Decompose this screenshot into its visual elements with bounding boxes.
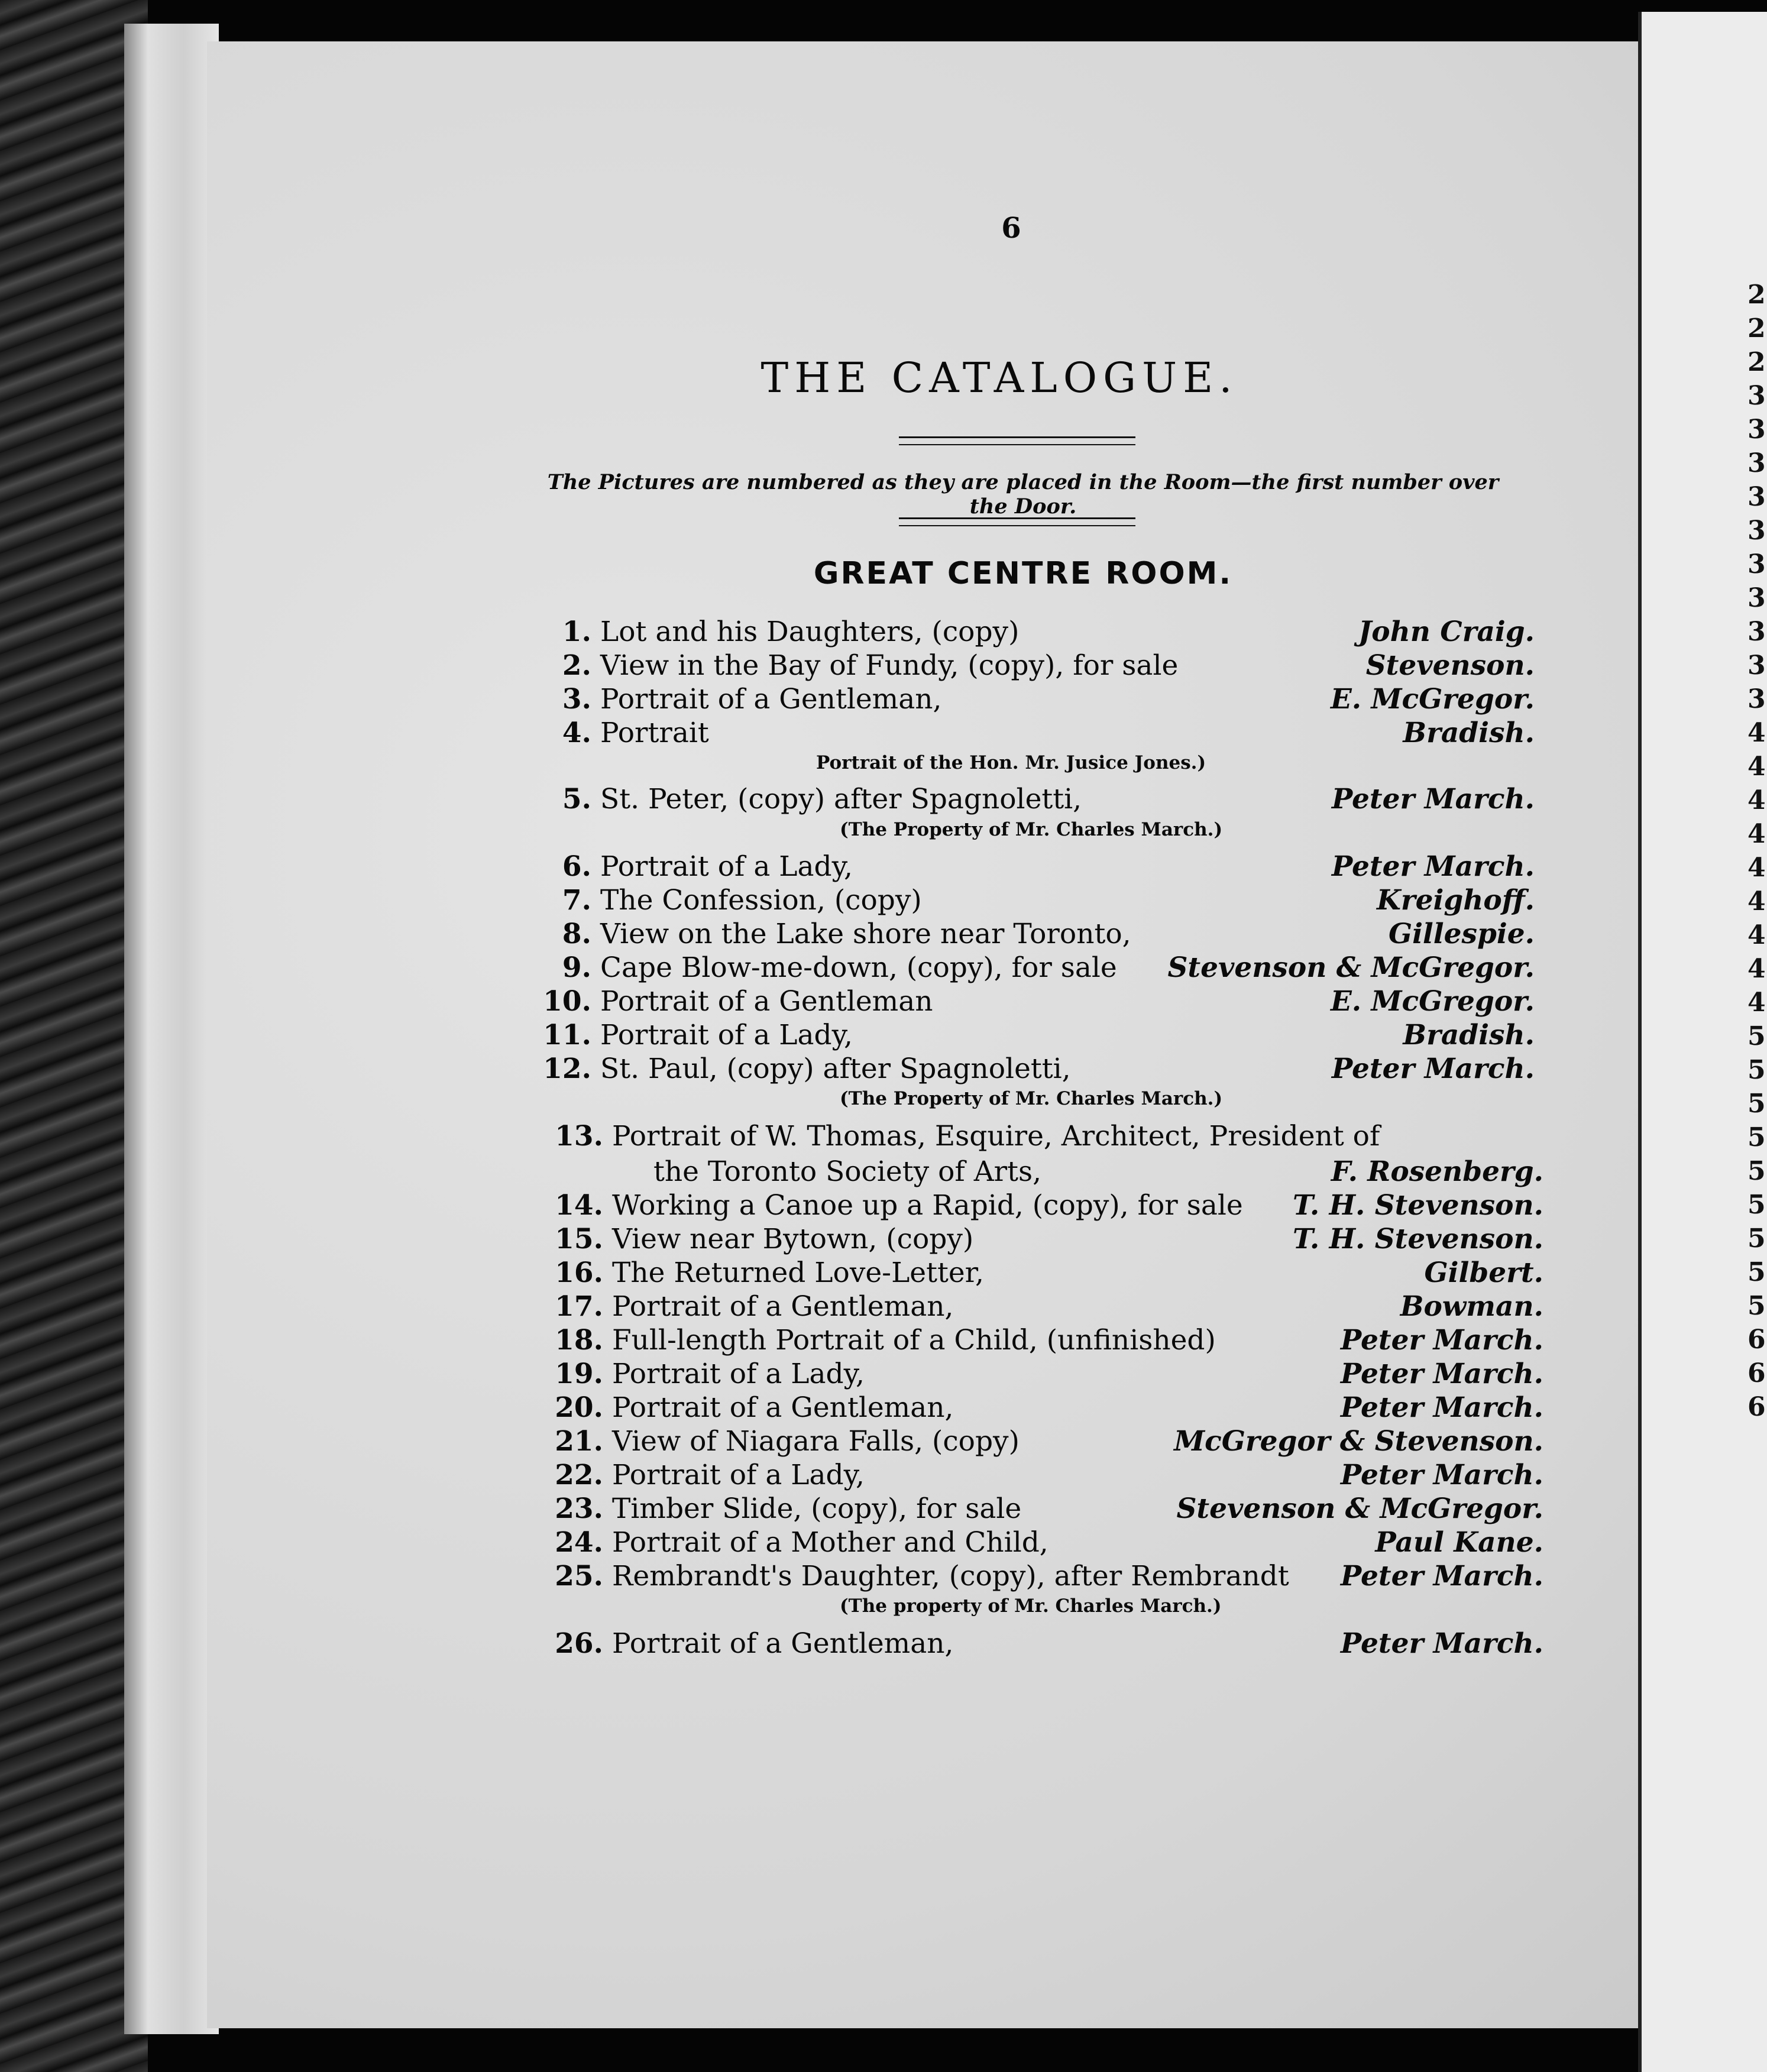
entry-artist: Bradish. [1403,717,1535,749]
entry-title: View in the Bay of Fundy, (copy), for sale [600,649,1179,682]
entry-artist: Peter March. [1340,1324,1543,1356]
entry-number: 12. [543,1053,591,1085]
catalogue-entry [544,1189,1543,1223]
entry-title: Portrait of a Lady, [600,850,853,883]
facing-page-digit: 4 [1747,819,1766,849]
facing-page-digit: 3 [1747,482,1766,512]
entry-title: The Returned Love-Letter, [612,1257,984,1289]
facing-page-digit: 3 [1747,583,1766,613]
catalogue-entry [544,1492,1543,1526]
facing-page-digit: 2 [1747,347,1766,377]
entry-number: 21. [555,1425,603,1458]
entry-number: 4. [562,717,591,749]
entry-number: 16. [555,1257,603,1289]
facing-page-digit: 6 [1747,1358,1766,1388]
facing-page-digit: 4 [1747,886,1766,917]
facing-page-digit: 3 [1747,684,1766,714]
facing-page-digit: 4 [1747,853,1766,883]
entry-title: Working a Canoe up a Rapid, (copy), for sale [612,1189,1243,1222]
placement-note: The Pictures are numbered as they are placed in the Room—the first number over the Door. [547,470,1499,519]
entry-artist: Peter March. [1331,1053,1535,1085]
facing-page-digit: 6 [1747,1325,1766,1355]
facing-page-digit: 4 [1747,785,1766,815]
facing-page-digit: 3 [1747,448,1766,478]
facing-page-digit: 2 [1747,280,1766,310]
entry-number: 6. [562,850,591,883]
facing-page-digit: 6 [1747,1392,1766,1422]
entry-artist: Peter March. [1331,783,1535,815]
entry-number: 23. [555,1493,603,1525]
entry-title: Portrait of a Lady, [600,1019,853,1051]
catalogue-entry [532,985,1535,1019]
entry-artist: Stevenson & McGregor. [1176,1493,1543,1525]
catalogue-entry [532,917,1535,951]
facing-page-digit: 5 [1747,1223,1766,1254]
section-heading: GREAT CENTRE ROOM. [813,556,1233,591]
facing-page-digit: 3 [1747,415,1766,445]
entry-title: Full-length Portrait of a Child, (unfinished) [612,1324,1216,1356]
entry-title: Portrait of W. Thomas, Esquire, Architect, President of [612,1120,1380,1152]
entry-number: 22. [555,1459,603,1491]
facing-page-digit: 5 [1747,1122,1766,1152]
entry-title: Portrait of a Lady, [612,1358,865,1390]
facing-page-digit: 3 [1747,516,1766,546]
entry-title: Portrait [600,717,709,749]
entry-artist: Gilbert. [1424,1257,1543,1289]
entry-title: Portrait of a Gentleman, [612,1627,954,1660]
entry-title: Cape Blow-me-down, (copy), for sale [600,951,1117,984]
entry-number: 1. [562,616,591,648]
entry-title: St. Paul, (copy) after Spagnoletti, [600,1053,1071,1085]
catalogue-entry [544,1424,1543,1459]
facing-page-digit: 3 [1747,549,1766,579]
entry-number: 3. [562,683,591,716]
entry-title: View on the Lake shore near Toronto, [600,918,1131,950]
entry-artist: Stevenson. [1365,649,1535,682]
facing-page-digit: 3 [1747,617,1766,647]
entry-title: Lot and his Daughters, (copy) [600,616,1020,648]
entry-artist: Peter March. [1340,1459,1543,1491]
facing-page-digit: 5 [1747,1291,1766,1321]
facing-page-digit: 4 [1747,954,1766,984]
entry-number: 5. [562,783,591,815]
entry-number: 26. [555,1627,603,1660]
catalogue-entry [544,1391,1543,1425]
ornamental-rule-bottom [899,517,1135,526]
entry-number: 14. [555,1189,603,1222]
facing-page-digit: 5 [1747,1055,1766,1085]
catalogue-entry [544,1290,1543,1324]
entry-artist: T. H. Stevenson. [1292,1223,1543,1255]
entry-title: Portrait of a Gentleman, [612,1290,954,1323]
catalogue-entry [532,615,1535,649]
entry-artist: E. McGregor. [1330,985,1535,1018]
entry-artist: E. McGregor. [1330,683,1535,716]
entry-number: 10. [543,985,591,1018]
catalogue-entry [544,1357,1543,1391]
catalogue-entry [544,1119,1543,1154]
entry-title: View near Bytown, (copy) [612,1223,974,1255]
entry-title: The Confession, (copy) [600,884,922,917]
facing-page-digit: 3 [1747,650,1766,681]
entry-artist: Peter March. [1340,1391,1543,1424]
entry-number: 13. [555,1120,603,1152]
page-title: THE CATALOGUE. [760,354,1238,402]
entry-artist: Gillespie. [1388,918,1535,950]
facing-page-digit: 2 [1747,313,1766,344]
facing-page-digit: 5 [1747,1089,1766,1119]
facing-page-digit: 5 [1747,1257,1766,1287]
entry-artist: Bradish. [1403,1019,1535,1051]
catalogue-entry [532,883,1535,918]
entry-ownership-note: Portrait of the Hon. Mr. Jusice Jones.) [816,752,1206,773]
facing-page-digit: 4 [1747,920,1766,950]
entry-number: 2. [562,649,591,682]
facing-page-digit: 4 [1747,988,1766,1018]
entry-artist: F. Rosenberg. [1331,1155,1543,1188]
catalogue-entry [544,1458,1543,1493]
catalogue-entry [544,1323,1543,1358]
entry-artist: McGregor & Stevenson. [1174,1425,1543,1458]
entry-number: 19. [555,1358,603,1390]
entry-title: View of Niagara Falls, (copy) [612,1425,1020,1458]
entry-number: 15. [555,1223,603,1255]
entry-title: Portrait of a Lady, [612,1459,865,1491]
entry-title-line2: the Toronto Society of Arts, [653,1155,1042,1188]
facing-page-digit: 5 [1747,1190,1766,1220]
entry-number: 11. [543,1019,591,1051]
entry-number: 24. [555,1526,603,1559]
entry-title: Timber Slide, (copy), for sale [612,1493,1022,1525]
catalogue-entry [532,682,1535,717]
entry-artist: Peter March. [1331,850,1535,883]
entry-title: Portrait of a Gentleman, [612,1391,954,1424]
catalogue-entry [544,1222,1543,1257]
facing-page-digit: 4 [1747,718,1766,748]
entry-artist: Peter March. [1340,1358,1543,1390]
catalogue-entry [532,716,1535,750]
facing-page-digit: 3 [1747,381,1766,411]
entry-number: 9. [562,951,591,984]
catalogue-entry [532,1052,1535,1086]
ornamental-rule-top [899,436,1135,445]
catalogue-entry [532,782,1535,817]
catalogue-entry-continuation [544,1155,1543,1189]
entry-number: 25. [555,1560,603,1592]
entry-number: 7. [562,884,591,917]
entry-artist: John Craig. [1358,616,1535,648]
catalogue-entry [544,1526,1543,1560]
entry-number: 8. [562,918,591,950]
entry-artist: Peter March. [1340,1627,1543,1660]
entry-artist: Paul Kane. [1375,1526,1543,1559]
entry-artist: Bowman. [1400,1290,1543,1323]
catalogue-entry [532,1018,1535,1053]
catalogue-entry [544,1559,1543,1594]
entry-title: St. Peter, (copy) after Spagnoletti, [600,783,1082,815]
entry-artist: T. H. Stevenson. [1292,1189,1543,1222]
facing-page-digit: 4 [1747,752,1766,782]
entry-number: 17. [555,1290,603,1323]
catalogue-entry [532,649,1535,683]
entry-title: Rembrandt's Daughter, (copy), after Rembrandt [612,1560,1289,1592]
entry-ownership-note: (The Property of Mr. Charles March.) [840,1088,1223,1109]
entry-number: 18. [555,1324,603,1356]
entry-ownership-note: (The Property of Mr. Charles March.) [840,819,1223,840]
entry-title: Portrait of a Mother and Child, [612,1526,1048,1559]
facing-page-digit: 5 [1747,1021,1766,1051]
catalogue-entry [532,951,1535,985]
entry-artist: Kreighoff. [1377,884,1535,917]
catalogue-entry [544,1627,1543,1661]
entry-title: Portrait of a Gentleman, [600,683,942,716]
entry-artist: Stevenson & McGregor. [1167,951,1535,984]
entry-number: 20. [555,1391,603,1424]
entry-artist: Peter March. [1340,1560,1543,1592]
page-number: 6 [1001,212,1021,245]
entry-title: Portrait of a Gentleman [600,985,933,1018]
catalogue-entry [544,1256,1543,1290]
facing-page-digit: 5 [1747,1156,1766,1186]
catalogue-entry [532,850,1535,884]
entry-ownership-note: (The property of Mr. Charles March.) [840,1595,1222,1617]
